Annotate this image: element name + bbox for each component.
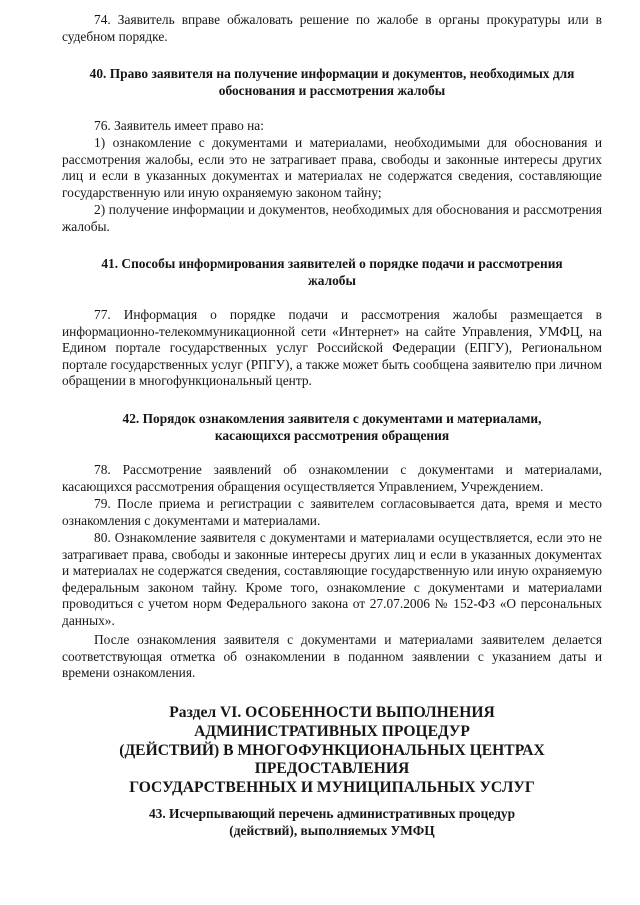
section-heading-line-3: ГОСУДАРСТВЕННЫХ И МУНИЦИПАЛЬНЫХ УСЛУГ xyxy=(129,779,535,797)
heading-43: 43. Исчерпывающий перечень административных процедур (действий), выполняемых УМФЦ xyxy=(148,806,516,838)
paragraph-after-80: После ознакомления заявителя с документами и материалами заявителем делается соответствующая отметка об ознакомлении в поданном заявлении с указанием даты и времени ознакомления. xyxy=(62,632,602,681)
paragraph-76-item-2: 2) получение информации и документов, необходимых для обоснования и рассмотрения жалобы. xyxy=(62,202,602,234)
paragraph-76-item-1: 1) ознакомление с документами и материалами, необходимыми для обоснования и рассмотрения жалобы, если это не затрагивает права, свободы и законные интересы других лиц и если в указанных документах и материалах не содержатся сведения, составляющие государственную или иную охраняемую законом тайну; xyxy=(62,135,602,200)
heading-40: 40. Право заявителя на получение информации и документов, необходимых для обоснования и рассмотрения жалобы xyxy=(89,66,575,98)
paragraph-79: 79. После приема и регистрации с заявителем согласовывается дата, время и место ознакомления с документами и материалами. xyxy=(62,496,602,528)
section-heading xyxy=(84,704,580,798)
paragraph-80: 80. Ознакомление заявителя с документами и материалами осуществляется, если это не затрагивает права, свободы и законные интересы других лиц и если в указанных документах и материалах не содержатся сведения, составляющие государственную или иную охраняемую федеральным законом тайну. Кроме того, ознакомление с документами и материалами проводиться с учетом норм Федерального закона от 27.07.2006 № 152-ФЗ «О персональных данных». xyxy=(62,530,602,628)
heading-41: 41. Способы информирования заявителей о порядке подачи и рассмотрения жалобы xyxy=(101,256,563,288)
paragraph-77: 77. Информация о порядке подачи и рассмотрения жалобы размещается в информационно-телекоммуникационной сети «Интернет» на сайте Управления, УМФЦ, на Едином портале государственных услуг Российской Федерации (ЕПГУ), Региональном портале государственных услуг (РПГУ), а также может быть сообщена заявителю при личном обращении в многофункциональный центр. xyxy=(62,307,602,389)
paragraph-74: 74. Заявитель вправе обжаловать решение по жалобе в органы прокуратуры или в судебном порядке. xyxy=(62,12,602,44)
paragraph-78: 78. Рассмотрение заявлений об ознакомлении с документами и материалами, касающихся рассмотрения обращения осуществляется Управлением, Учреждением. xyxy=(62,462,602,494)
section-heading-line-2: (ДЕЙСТВИЙ) В МНОГОФУНКЦИОНАЛЬНЫХ ЦЕНТРАХ ПРЕДОСТАВЛЕНИЯ xyxy=(119,741,545,778)
paragraph-76: 76. Заявитель имеет право на: xyxy=(94,118,264,133)
heading-42: 42. Порядок ознакомления заявителя с документами и материалами, касающихся рассмотрения обращения xyxy=(122,411,542,443)
section-heading-line-1: Раздел VI. ОСОБЕННОСТИ ВЫПОЛНЕНИЯ АДМИНИСТРАТИВНЫХ ПРОЦЕДУР xyxy=(169,704,495,740)
